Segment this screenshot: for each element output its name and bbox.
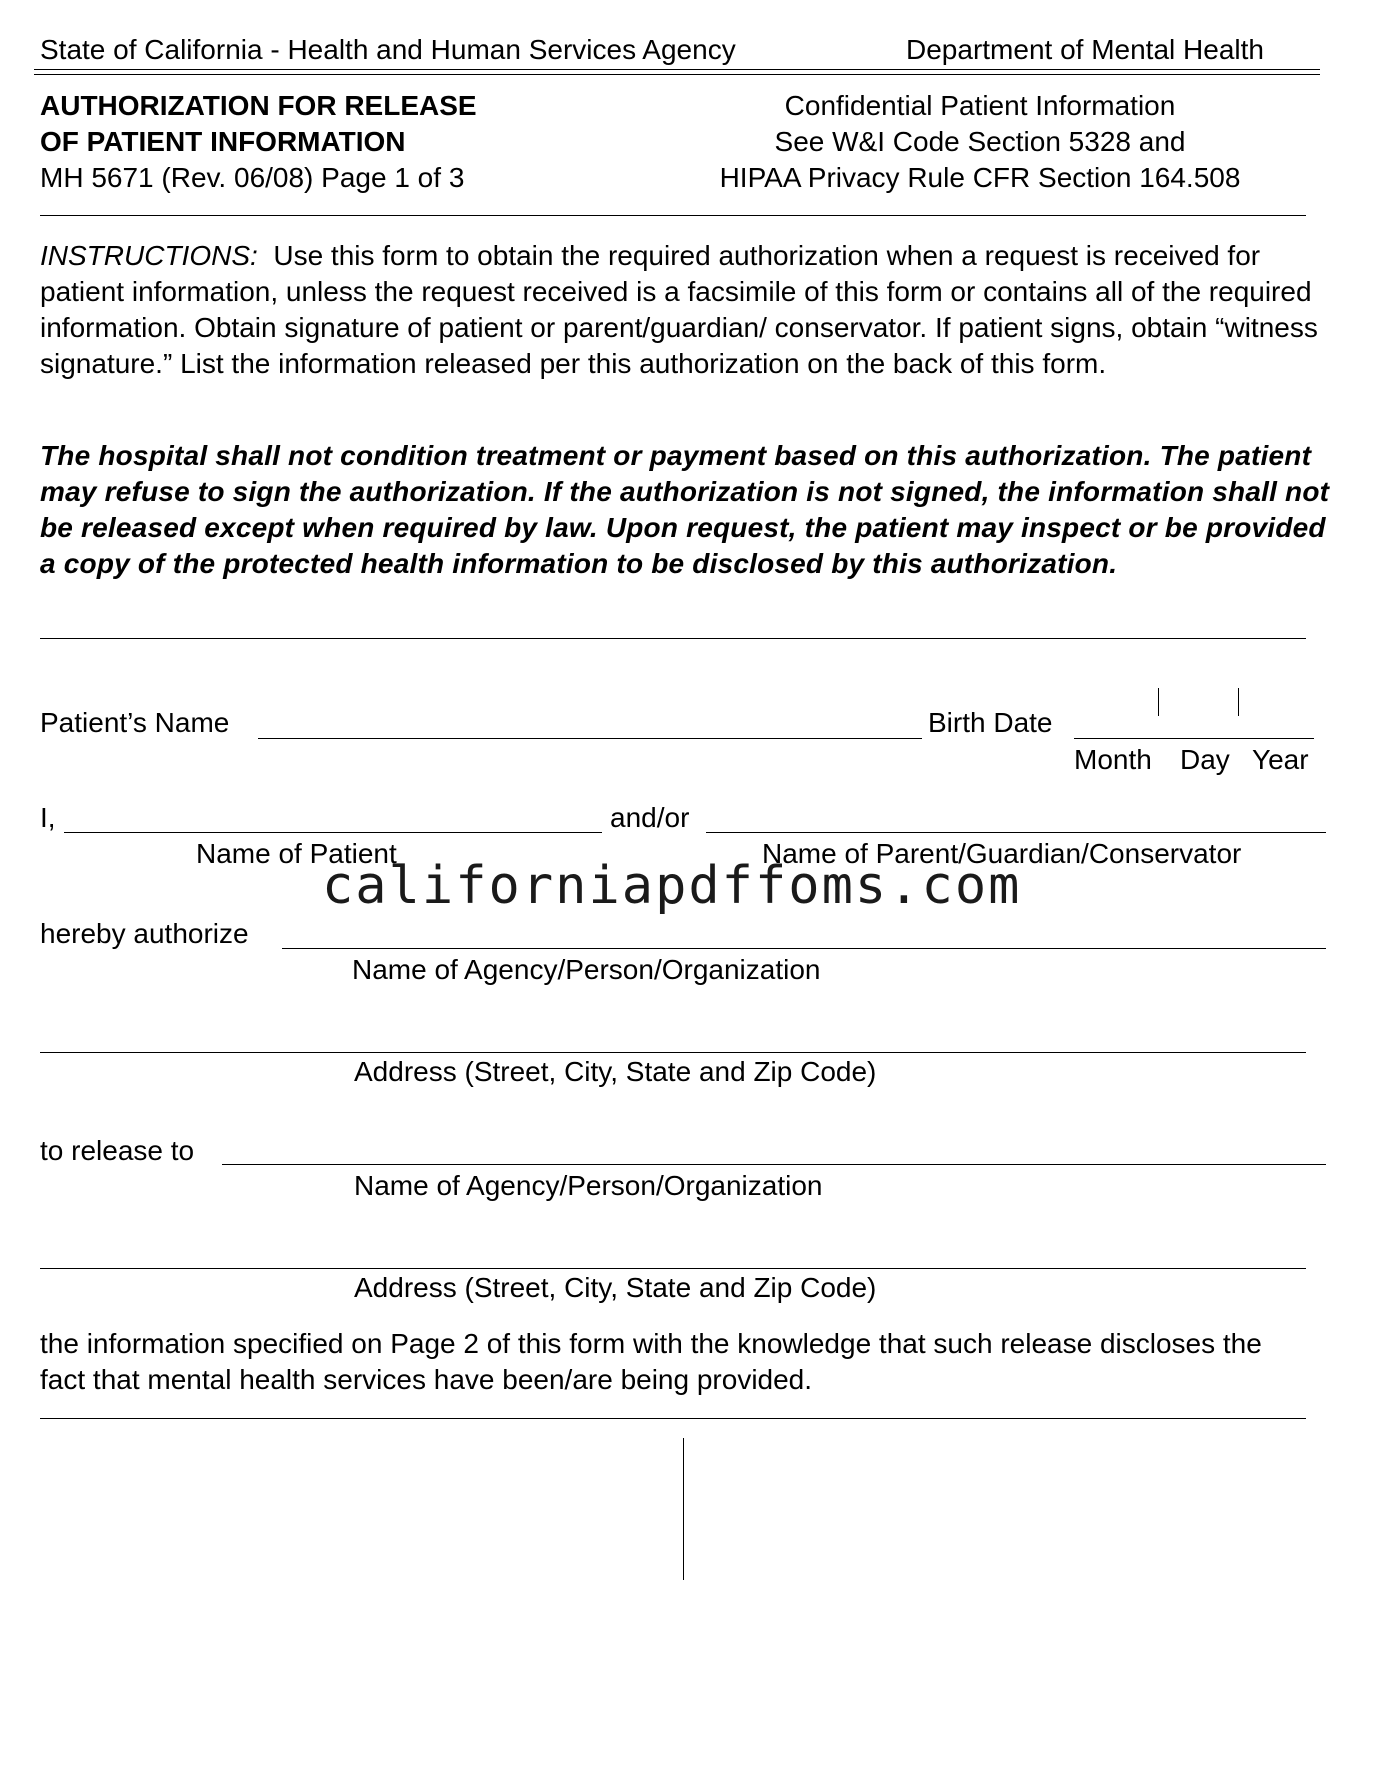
title-divider bbox=[40, 215, 1306, 216]
release-to-label: to release to bbox=[40, 1135, 195, 1166]
patient-name-field[interactable] bbox=[258, 738, 922, 739]
i-label: I, bbox=[40, 802, 56, 833]
day-label: Day bbox=[1180, 744, 1230, 775]
hereby-authorize-label: hereby authorize bbox=[40, 918, 249, 949]
month-label: Month bbox=[1074, 744, 1152, 775]
watermark-text: californiapdffoms.com bbox=[322, 856, 1022, 916]
birth-date-field[interactable] bbox=[1074, 738, 1314, 739]
birth-date-separator-1 bbox=[1158, 688, 1159, 716]
name-of-guardian-caption: Name of Parent/Guardian/Conservator bbox=[762, 838, 1242, 869]
birth-date-label: Birth Date bbox=[928, 707, 1053, 738]
header-rule-top bbox=[34, 69, 1320, 70]
confidential-line3: HIPAA Privacy Rule CFR Section 164.508 bbox=[719, 162, 1241, 193]
closing-paragraph: the information specified on Page 2 of this form with the knowledge that such release discloses the fact that mental health services have been/are being provided. bbox=[40, 1328, 1262, 1395]
center-vertical-divider bbox=[683, 1438, 684, 1580]
confidential-line1: Confidential Patient Information bbox=[784, 90, 1176, 121]
instructions-paragraph bbox=[40, 238, 1330, 382]
authorized-address-field[interactable] bbox=[40, 1052, 1306, 1053]
form-title-line2: OF PATIENT INFORMATION bbox=[40, 126, 406, 157]
form-title-line1: AUTHORIZATION FOR RELEASE bbox=[40, 90, 477, 121]
birth-date-separator-2 bbox=[1238, 688, 1239, 716]
header-rule-bottom bbox=[34, 74, 1320, 75]
andor-label: and/or bbox=[610, 802, 690, 833]
patient-name-label: Patient’s Name bbox=[40, 707, 230, 738]
instructions-label: INSTRUCTIONS: bbox=[40, 240, 258, 271]
notice-paragraph: The hospital shall not condition treatment or payment based on this authorization. The patient may refuse to sign the authorization. If the authorization is not signed, the information shall not be released except when required by law. Upon request, the patient may inspect or be provided a copy of the protected health information to be disclosed by this authorization. bbox=[40, 440, 1330, 579]
confidential-line2: See W&I Code Section 5328 and bbox=[774, 126, 1186, 157]
authorized-agency-field[interactable] bbox=[282, 948, 1326, 949]
address-caption-2: Address (Street, City, State and Zip Code) bbox=[354, 1272, 877, 1303]
patient-signature-name-field[interactable] bbox=[64, 832, 602, 833]
name-of-patient-caption: Name of Patient bbox=[196, 838, 397, 869]
notice-divider bbox=[40, 638, 1306, 639]
address-caption-1: Address (Street, City, State and Zip Code) bbox=[354, 1056, 877, 1087]
recipient-agency-field[interactable] bbox=[222, 1164, 1326, 1165]
form-id: MH 5671 (Rev. 06/08) Page 1 of 3 bbox=[40, 162, 465, 193]
department-header: Department of Mental Health bbox=[906, 34, 1264, 65]
agency-caption-1: Name of Agency/Person/Organization bbox=[352, 954, 821, 985]
agency-caption-2: Name of Agency/Person/Organization bbox=[354, 1170, 823, 1201]
instructions-text: Use this form to obtain the required authorization when a request is received for patient information, unless the request received is a facsimile of this form or contains all of the required information. Obtain signature of patient or parent/guardian/ conservator. If patient signs, obtain “witness signature.” List the information released per this authorization on the back of this form. bbox=[40, 240, 1318, 379]
guardian-name-field[interactable] bbox=[706, 832, 1326, 833]
year-label: Year bbox=[1252, 744, 1309, 775]
recipient-address-field[interactable] bbox=[40, 1268, 1306, 1269]
closing-divider bbox=[40, 1418, 1306, 1419]
agency-header: State of California - Health and Human Services Agency bbox=[40, 34, 736, 65]
